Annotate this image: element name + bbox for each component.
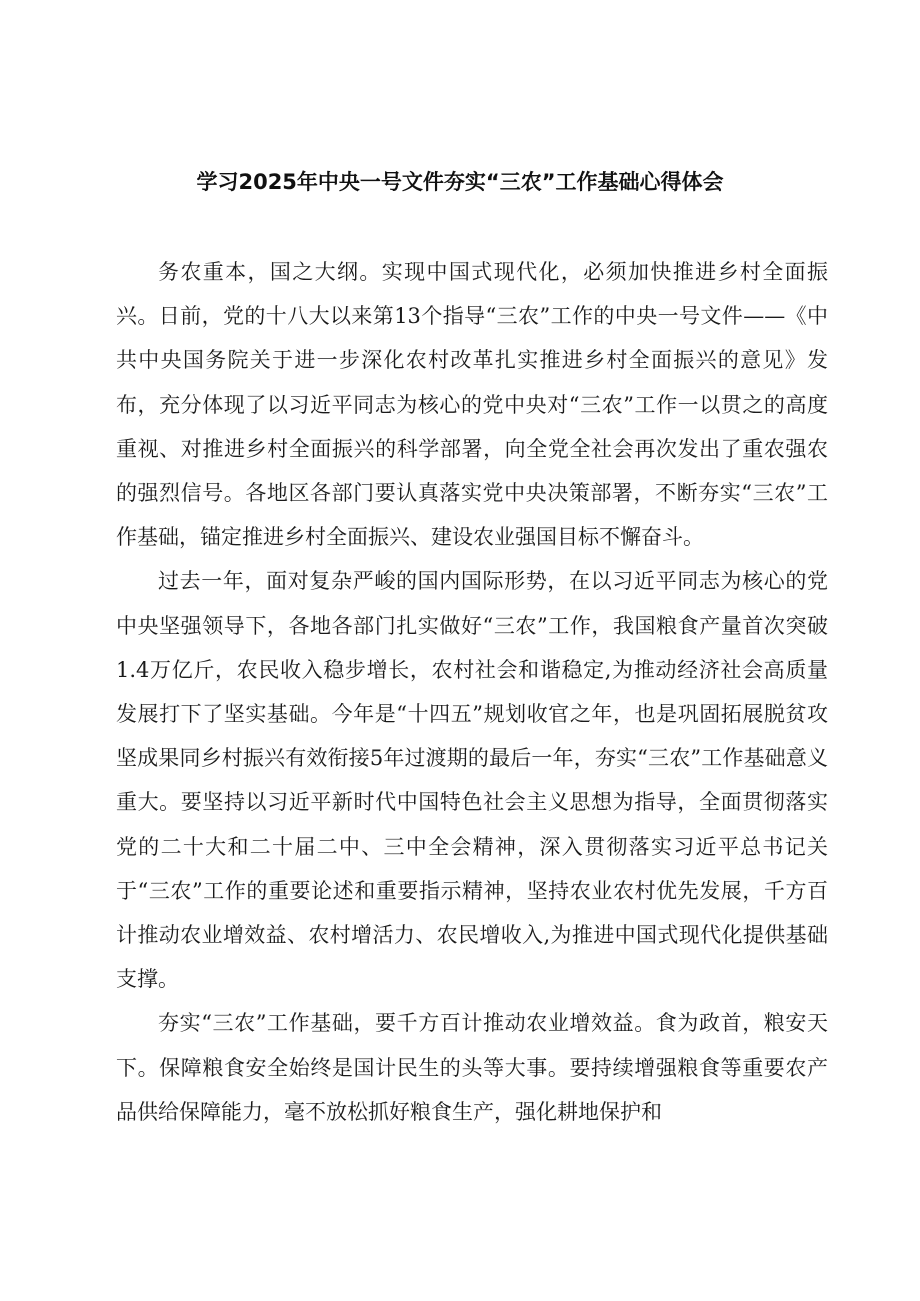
document-title: 学习2025年中央一号文件夯实“三农”工作基础心得体会 [196, 170, 724, 194]
paragraph: 务农重本，国之大纲。实现中国式现代化，必须加快推进乡村全面振兴。日前，党的十八大以来第13个指导“三农”工作的中央一号文件——《中共中央国务院关于进一步深化农村改革扎实推进乡村全面振兴的意见》发布，充分体现了以习近平同志为核心的党中央对“三农”工作一以贯之的高度重视、对推进乡村全面振兴的科学部署，向全党全社会再次发出了重农强农的强烈信号。各地区各部门要认真落实党中央决策部署，不断夯实“三农”工作基础，锚定推进乡村全面振兴、建设农业强国目标不懈奋斗。 [116, 260, 828, 550]
paragraph: 夯实“三农”工作基础，要千方百计推动农业增效益。食为政首，粮安天下。保障粮食安全始终是国计民生的头等大事。要持续增强粮食等重要农产品供给保障能力，毫不放松抓好粮食生产，强化耕地保护和 [116, 1011, 828, 1124]
document-body [116, 250, 828, 1134]
paragraph: 过去一年，面对复杂严峻的国内国际形势，在以习近平同志为核心的党中央坚强领导下，各地各部门扎实做好“三农”工作，我国粮食产量首次突破1.4万亿斤，农民收入稳步增长，农村社会和谐稳定,为推动经济社会高质量发展打下了坚实基础。今年是“十四五”规划收官之年，也是巩固拓展脱贫攻坚成果同乡村振兴有效衔接5年过渡期的最后一年，夯实“三农”工作基础意义重大。要坚持以习近平新时代中国特色社会主义思想为指导，全面贯彻落实党的二十大和二十届二中、三中全会精神，深入贯彻落实习近平总书记关于“三农”工作的重要论述和重要指示精神，坚持农业农村优先发展，千方百计推动农业增效益、农村增活力、农民增收入,为推进中国式现代化提供基础支撑。 [116, 569, 828, 992]
